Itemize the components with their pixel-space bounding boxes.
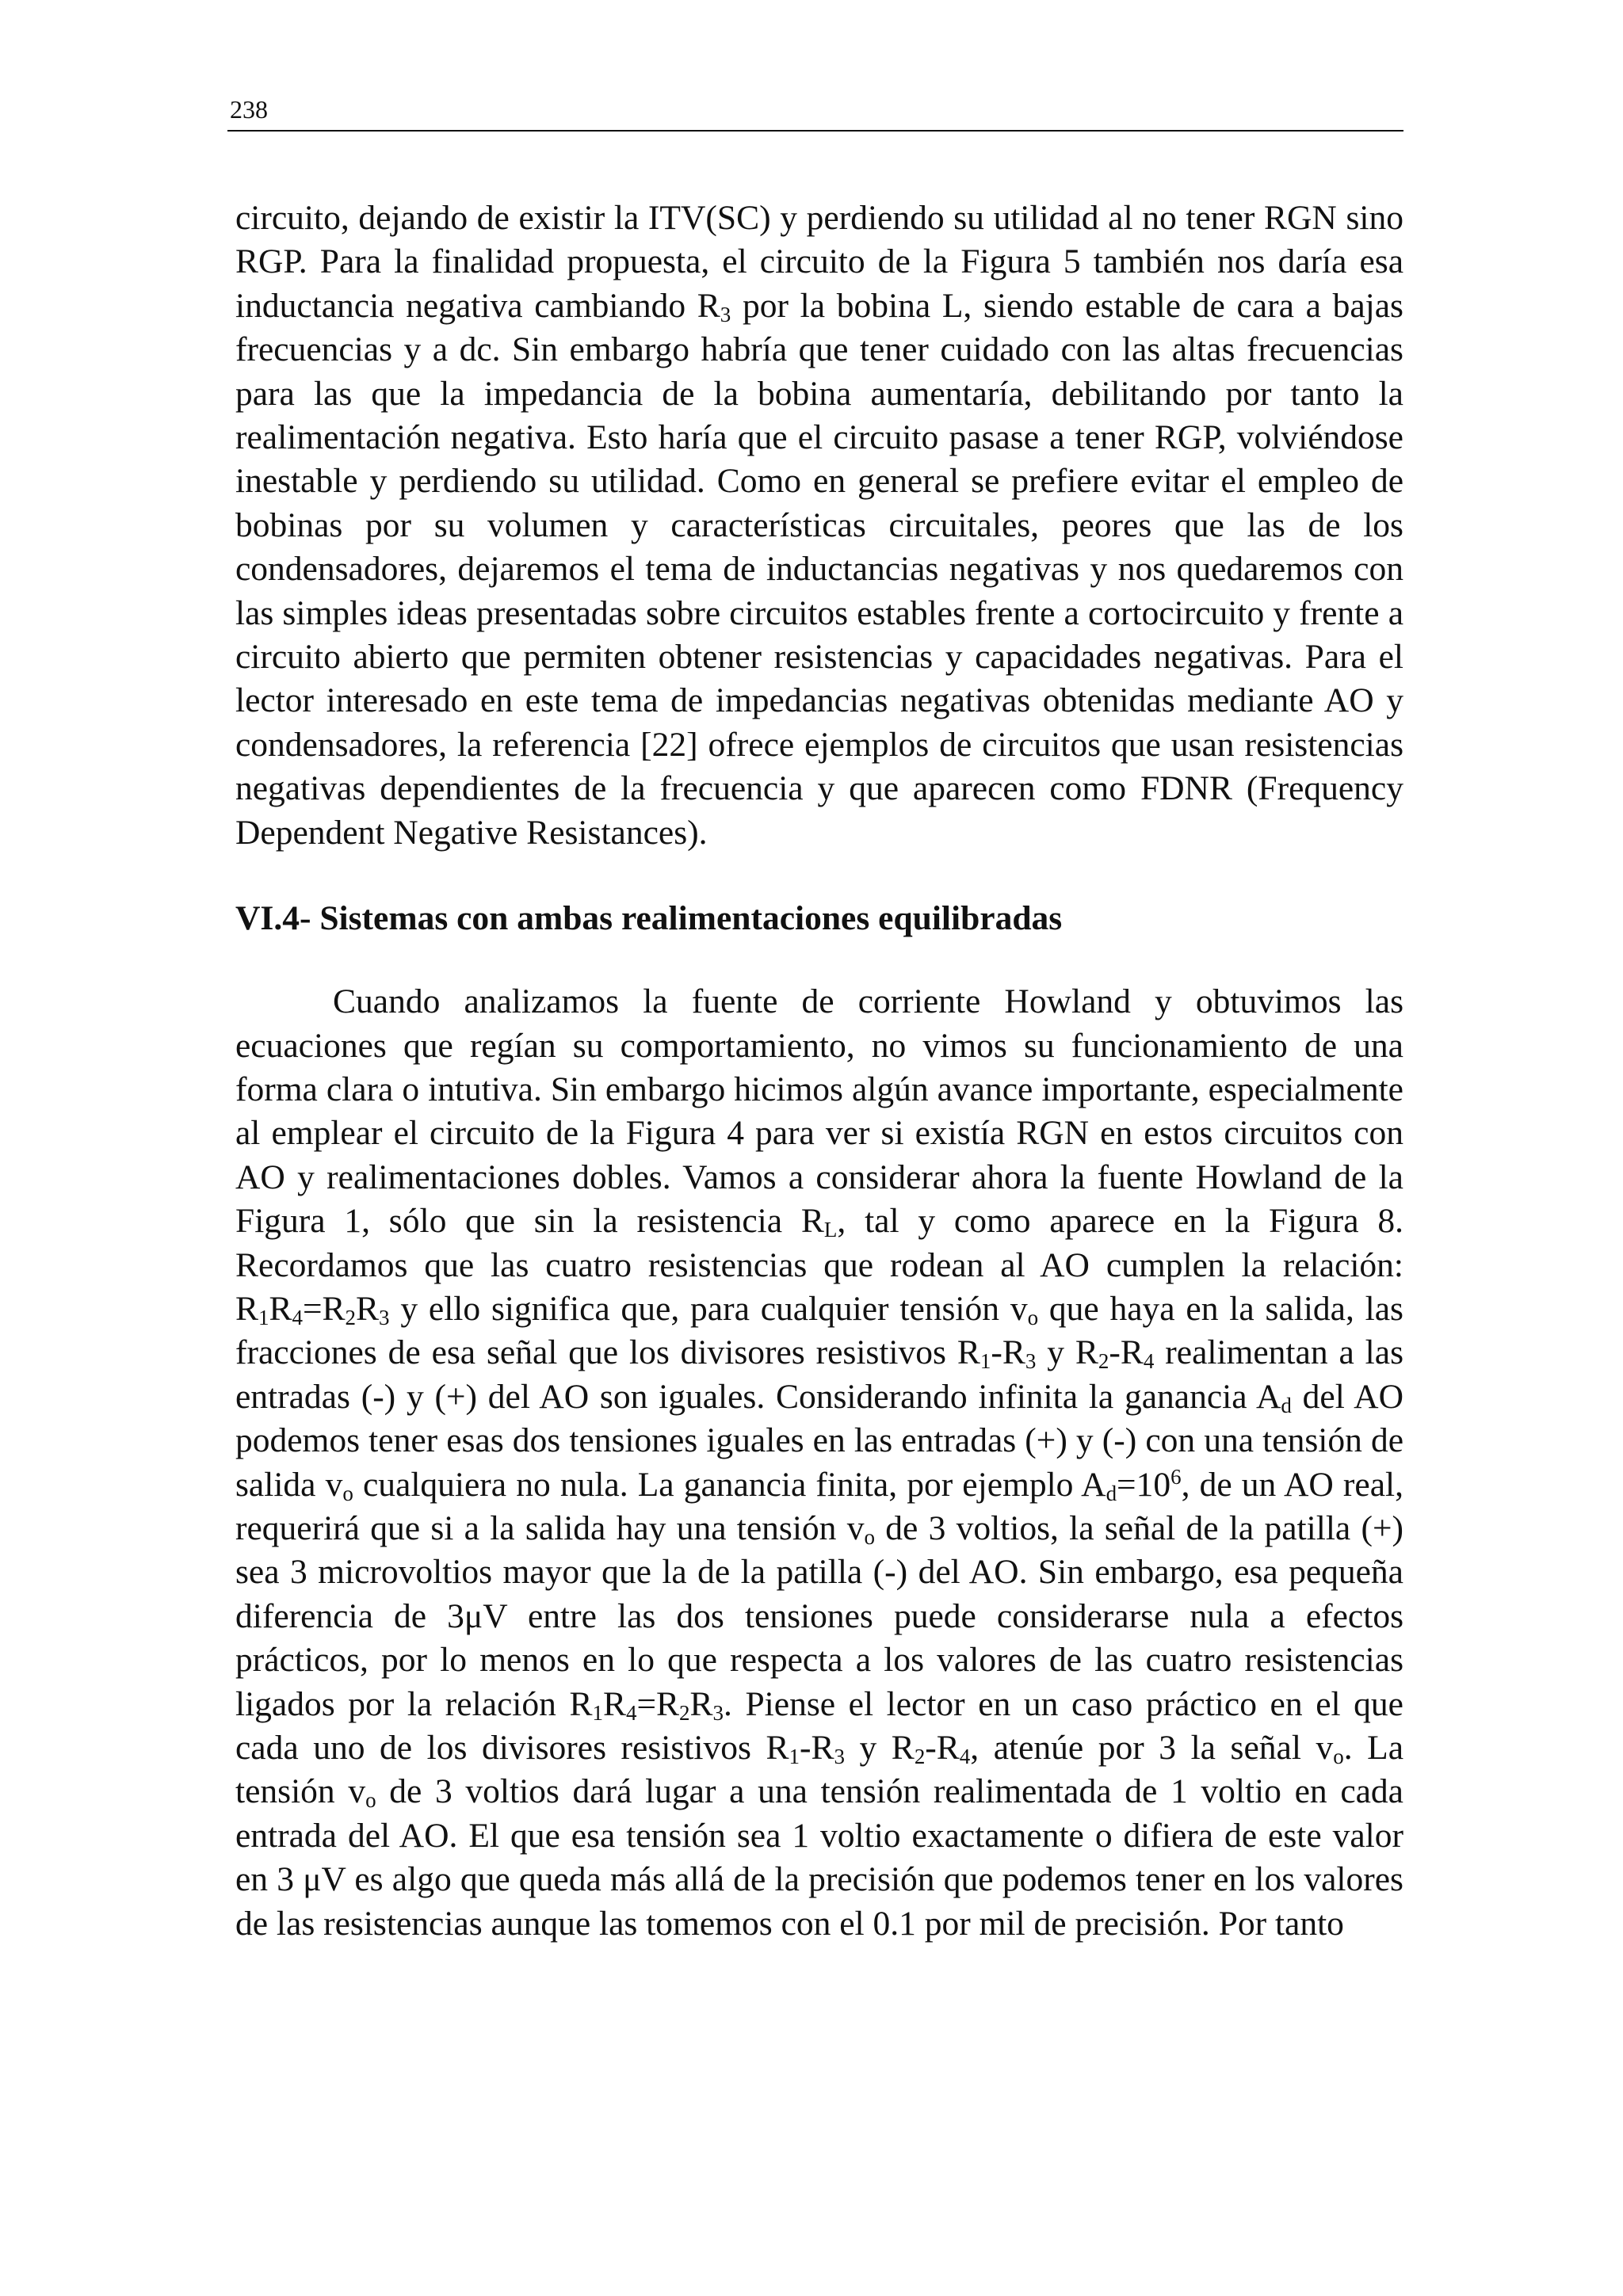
- paragraph-fuente-howland: [235, 980, 1403, 1946]
- text-run: y R: [1036, 1333, 1098, 1372]
- subscript: 2: [345, 1305, 357, 1329]
- subscript: 3: [712, 1700, 724, 1725]
- text-run: y R: [844, 1729, 915, 1767]
- text-run: =R: [636, 1684, 680, 1723]
- subscript: L: [823, 1218, 838, 1242]
- text-run: . La tensión v: [235, 1729, 1404, 1811]
- subscript: o: [365, 1788, 376, 1813]
- subscript: o: [1027, 1305, 1039, 1329]
- subscript: d: [1281, 1393, 1292, 1417]
- text-run: Cuando analizamos la fuente de corriente Howland y obtuvimos las ecuaciones que regían su comportamiento, no vimos su funcionamiento de una forma clara o intutiva. Sin embargo hicimos algún avance importante, especialmente al emplear el circuito de la Figura 4 para ver si existía RGN en estos circuitos con AO y realimentaciones dobles. Vamos a considerar ahora la fuente Howland de la Figura 1, sólo que sin la resistencia R: [235, 982, 1403, 1241]
- subscript: 4: [292, 1305, 303, 1329]
- page-number: 238: [230, 95, 268, 124]
- text-run: . Piense el lector en un caso práctico en el que cada uno de los divisores resistivos R: [235, 1684, 1403, 1767]
- header-rule: [227, 130, 1403, 132]
- text-run: , tal y como aparece en la Figura 8. Recordamos que las cuatro resistencias que rodean al AO cumplen la relación: R: [235, 1202, 1403, 1328]
- text-run: R: [269, 1289, 292, 1328]
- subscript: 3: [379, 1305, 390, 1329]
- text-run: de 3 voltios dará lugar a una tensión realimentada de 1 voltio en cada entrada del AO. El que esa tensión sea 1 voltio exactamente o difiera de este valor en 3 μV es algo que queda más allá de la precisión que podemos tener en los valores de las resistencias aunque las tomemos con el 0.1 por mil de precisión. Por tanto: [235, 1772, 1403, 1943]
- text-run: , de un AO real, requerirá que si a la salida hay una tensión v: [235, 1465, 1403, 1547]
- subscript: d: [1106, 1481, 1117, 1505]
- text-run: circuito, dejando de existir la ITV(SC) y perdiendo su utilidad al no tener RGN sino RGP. Para la finalidad propuesta, el circuito de la Figura 5 también nos daría esa inductancia negativa cambiando R: [235, 199, 1403, 325]
- text-run: del AO podemos tener esas dos tensiones iguales en las entradas (+) y (-) con una tensión de salida v: [235, 1377, 1403, 1504]
- text-run: de 3 voltios, la señal de la patilla (+) sea 3 microvoltios mayor que la de la patilla (-) del AO. Sin embargo, esa pequeña diferencia de 3μV entre las dos tensiones puede considerarse nula a efectos prácticos, por lo menos en lo que respecta a los valores de las cuatro resistencias ligados por la relación R: [235, 1508, 1403, 1723]
- text-run: R: [689, 1684, 713, 1723]
- superscript: 6: [1170, 1464, 1182, 1489]
- subscript: o: [342, 1481, 353, 1505]
- text-run: R: [356, 1289, 380, 1328]
- text-run: -R: [925, 1729, 960, 1767]
- subscript: o: [864, 1524, 875, 1549]
- subscript: 1: [980, 1349, 991, 1374]
- text-run: R: [602, 1684, 626, 1723]
- subscript: 3: [720, 302, 731, 326]
- text-run: que haya en la salida, las fracciones de esa señal que los divisores resistivos R: [235, 1289, 1403, 1372]
- subscript: 4: [1143, 1349, 1155, 1374]
- subscript: 1: [258, 1305, 269, 1329]
- section-heading: VI.4- Sistemas con ambas realimentaciones equilibradas: [235, 899, 1063, 938]
- text-run: por la bobina L, siendo estable de cara a bajas frecuencias y a dc. Sin embargo habría que tener cuidado con las altas frecuencias para las que la impedancia de la bobina aumentaría, debilitando por tanto la realimentación negativa. Esto haría que el circuito pasase a tener RGP, volviéndose inestable y perdiendo su utilidad. Como en general se prefiere evitar el empleo de bobinas por su volumen y características circuitales, peores que las de los condensadores, dejaremos el tema de inductancias negativas y nos quedaremos con las simples ideas presentadas sobre circuitos estables frente a cortocircuito y frente a circuito abierto que permiten obtener resistencias y capacidades negativas. Para el lector interesado en este tema de impedancias negativas obtenidas mediante AO y condensadores, la referencia [22] ofrece ejemplos de circuitos que usan resistencias negativas dependientes de la frecuencia y que aparecen como FDNR (Frequency Dependent Negative Resistances).: [235, 286, 1403, 852]
- subscript: 4: [626, 1700, 637, 1725]
- subscript: 3: [834, 1744, 845, 1768]
- text-run: , atenúe por 3 la señal v: [970, 1729, 1334, 1767]
- subscript: o: [1333, 1744, 1344, 1768]
- text-run: cualquiera no nula. La ganancia finita, por ejemplo A: [353, 1465, 1106, 1504]
- text-run: =R: [303, 1289, 346, 1328]
- paragraph-inductancia-negativa: [235, 196, 1403, 855]
- text-run: =10: [1117, 1465, 1171, 1504]
- subscript: 2: [1098, 1349, 1109, 1374]
- text-run: y ello significa que, para cualquier tensión v: [389, 1289, 1028, 1328]
- subscript: 1: [592, 1700, 603, 1725]
- subscript: 2: [679, 1700, 690, 1725]
- subscript: 1: [789, 1744, 800, 1768]
- text-run: -R: [991, 1333, 1025, 1372]
- page-body: [235, 196, 1403, 1946]
- text-run: -R: [799, 1729, 834, 1767]
- subscript: 3: [1025, 1349, 1037, 1374]
- text-run: realimentan a las entradas (-) y (+) del AO son iguales. Considerando infinita la ganancia A: [235, 1333, 1404, 1416]
- subscript: 2: [914, 1744, 926, 1768]
- subscript: 4: [959, 1744, 971, 1768]
- text-run: -R: [1109, 1333, 1144, 1372]
